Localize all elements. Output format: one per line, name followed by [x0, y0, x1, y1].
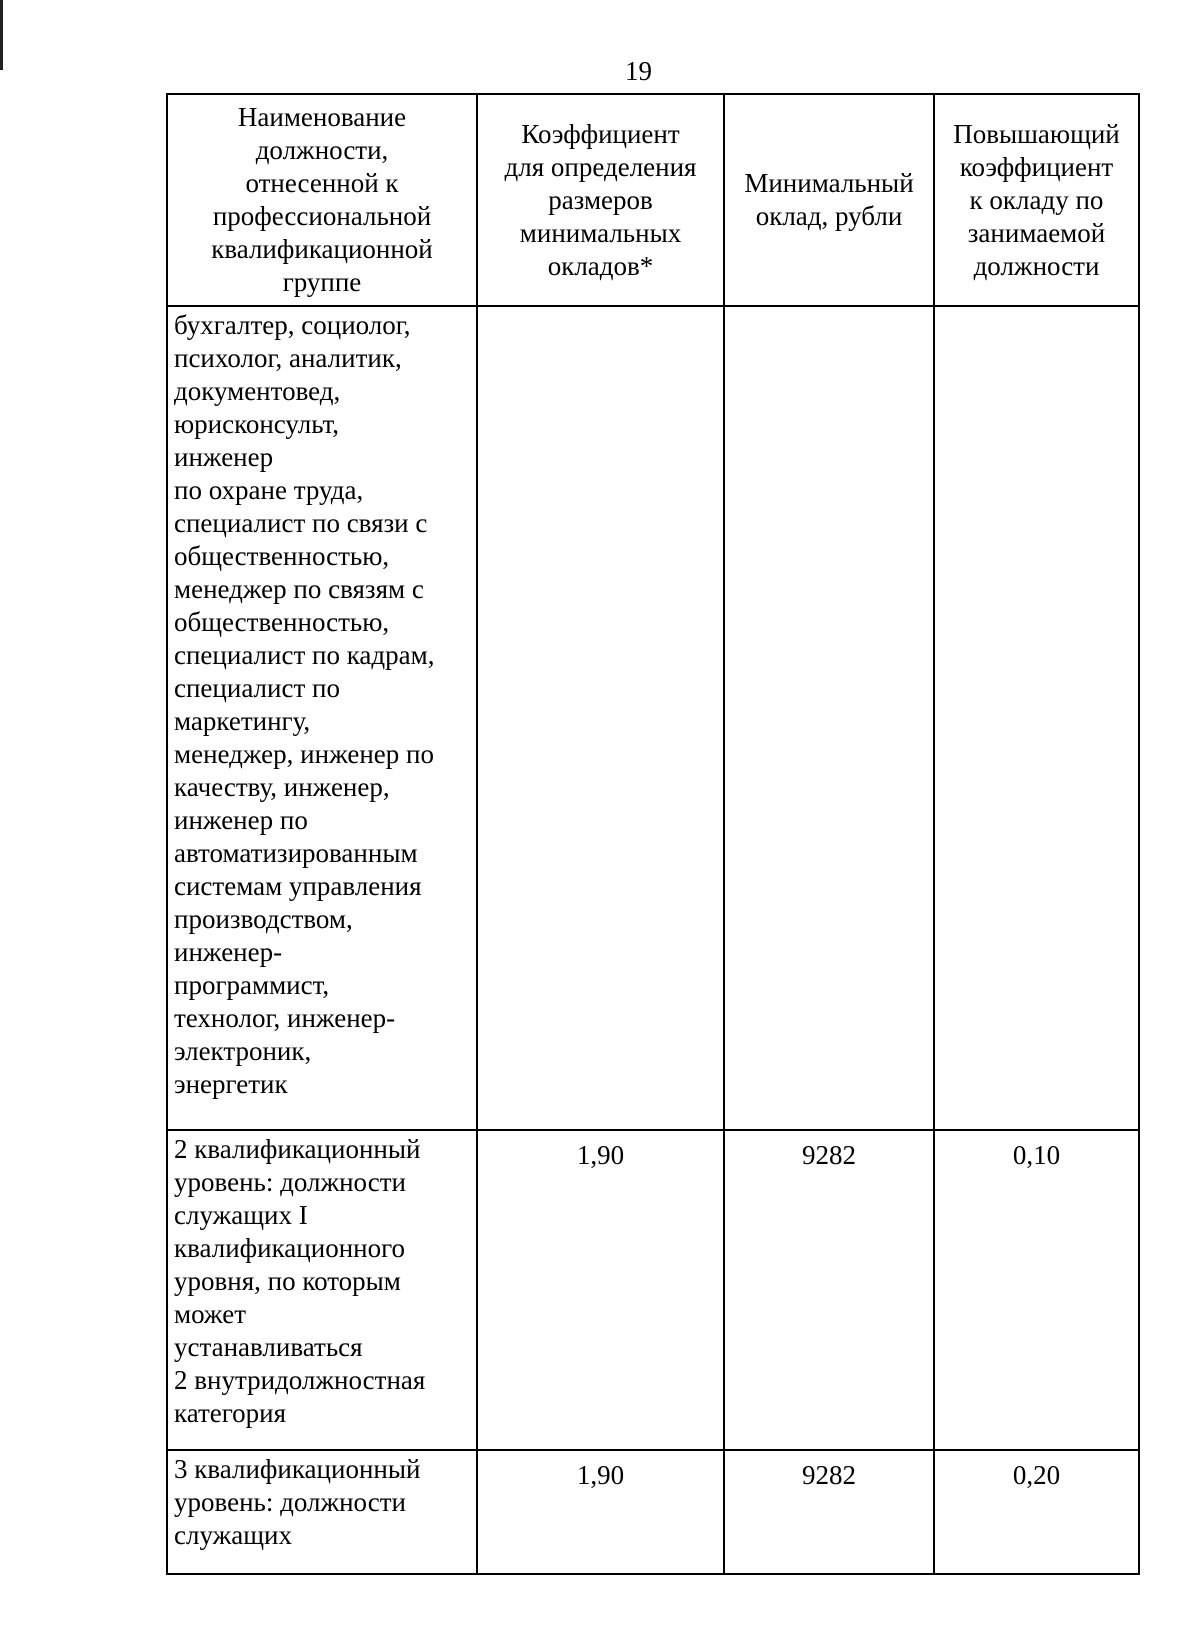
salary-table: [166, 93, 1140, 1575]
table-row: [167, 1130, 1139, 1450]
cell-increase-coefficient: 0,10: [934, 1130, 1139, 1450]
cell-coefficient: 1,90: [477, 1130, 724, 1450]
cell-min-salary: 9282: [724, 1130, 934, 1450]
cell-increase-coefficient: 0,20: [934, 1450, 1139, 1574]
cell-coefficient: [477, 306, 724, 1130]
cell-coefficient: 1,90: [477, 1450, 724, 1574]
cell-position-name: 3 квалификационный уровень: должности служащих: [167, 1450, 477, 1574]
table-row: [167, 306, 1139, 1130]
cell-min-salary: [724, 306, 934, 1130]
header-increase-coefficient: Повышающий коэффициент к окладу по занимаемой должности: [934, 94, 1139, 306]
cell-min-salary: 9282: [724, 1450, 934, 1574]
header-coefficient: Коэффициент для определения размеров минимальных окладов*: [477, 94, 724, 306]
header-position-name: Наименование должности, отнесенной к профессиональной квалификационной группе: [167, 94, 477, 306]
page-number: 19: [625, 56, 652, 86]
table-row: [167, 1450, 1139, 1574]
cell-position-name: бухгалтер, социолог, психолог, аналитик, документовед, юрисконсульт, инженер по охране труда, специалист по связи с общественностью, менеджер по связям с общественностью, специалист по кадрам, специалист по маркетингу, менеджер, инженер по качеству, инженер, инженер по автоматизированным системам управления производством, инженер- программист, технолог, инженер- электроник, энергетик: [167, 306, 477, 1130]
table-header-row: [167, 94, 1139, 306]
header-min-salary: Минимальный оклад, рубли: [724, 94, 934, 306]
cell-increase-coefficient: [934, 306, 1139, 1130]
cell-position-name: 2 квалификационный уровень: должности служащих I квалификационного уровня, по которым может устанавливаться 2 внутридолжностная категория: [167, 1130, 477, 1450]
